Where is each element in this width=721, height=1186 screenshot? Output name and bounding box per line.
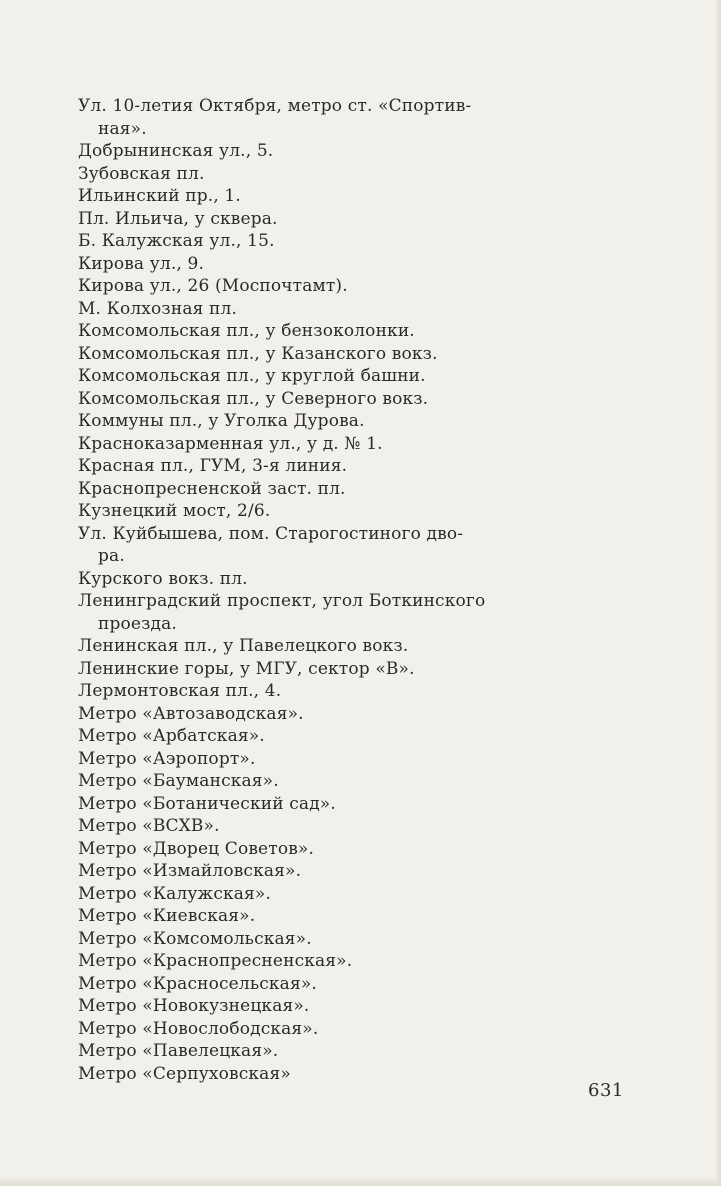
list-item: Б. Калужская ул., 15. [78,231,275,251]
list-item: Метро «Новокузнецкая». [78,996,310,1016]
page-bottom-shadow [0,1176,721,1186]
list-item: Ул. 10-летия Октября, метро ст. «Спортив- [78,96,472,116]
list-item: Метро «Ботанический сад». [78,793,336,814]
list-item: Комсомольская пл., у Казанского вокз. [78,343,438,364]
list-item: Комсомольская пл., у бензоколонки. [78,321,415,341]
list-item: Ленинская пл., у Павелецкого вокз. [78,636,409,656]
list-item: Метро «Краснопресненская». [78,951,353,971]
list-item-continuation: проезда. [98,613,177,634]
list-item-continuation: ра. [98,546,125,566]
list-item: Кирова ул., 26 (Моспочтамт). [78,276,348,296]
page-edge-shadow [715,0,721,1186]
list-item: Метро «Аэропорт». [78,748,256,769]
page-number: 631 [588,1080,624,1101]
list-item: Метро «Комсомольская». [78,928,312,949]
list-item: Метро «Киевская». [78,906,256,926]
list-item: Кирова ул., 9. [78,253,205,274]
list-item: Краснопресненской заст. пл. [78,478,346,499]
list-item: Зубовская пл. [78,163,205,184]
list-item: Ильинский пр., 1. [78,186,241,206]
list-item: Коммуны пл., у Уголка Дурова. [78,411,365,431]
list-item: Метро «Калужская». [78,883,272,904]
list-item: Метро «Новослободская». [78,1018,319,1039]
list-item: Красная пл., ГУМ, 3-я линия. [78,456,348,476]
list-item: Метро «Серпуховская» [78,1063,291,1084]
list-item: Добрынинская ул., 5. [78,141,274,161]
list-item: М. Колхозная пл. [78,298,238,319]
list-item: Курского вокз. пл. [78,568,248,589]
list-item: Ленинские горы, у МГУ, сектор «В». [78,658,415,679]
list-item: Метро «ВСХВ». [78,816,220,836]
list-item: Комсомольская пл., у Северного вокз. [78,388,429,409]
list-item: Ул. Куйбышева, пом. Старогостиного дво- [78,523,464,544]
list-item: Красноказарменная ул., у д. № 1. [78,433,383,454]
list-item: Метро «Павелецкая». [78,1041,279,1061]
list-item: Метро «Измайловская». [78,861,302,881]
list-item: Комсомольская пл., у круглой башни. [78,366,426,386]
list-item: Лермонтовская пл., 4. [78,681,282,701]
list-item: Метро «Бауманская». [78,771,279,791]
list-item: Пл. Ильича, у сквера. [78,208,278,229]
list-item: Метро «Дворец Советов». [78,838,315,859]
list-item-continuation: ная». [98,118,147,139]
address-list [78,95,548,1085]
list-item: Метро «Арбатская». [78,726,265,746]
list-item: Метро «Автозаводская». [78,703,304,724]
list-item: Ленинградский проспект, угол Боткинского [78,591,486,611]
list-item: Кузнецкий мост, 2/6. [78,501,271,521]
list-item: Метро «Красносельская». [78,973,317,994]
